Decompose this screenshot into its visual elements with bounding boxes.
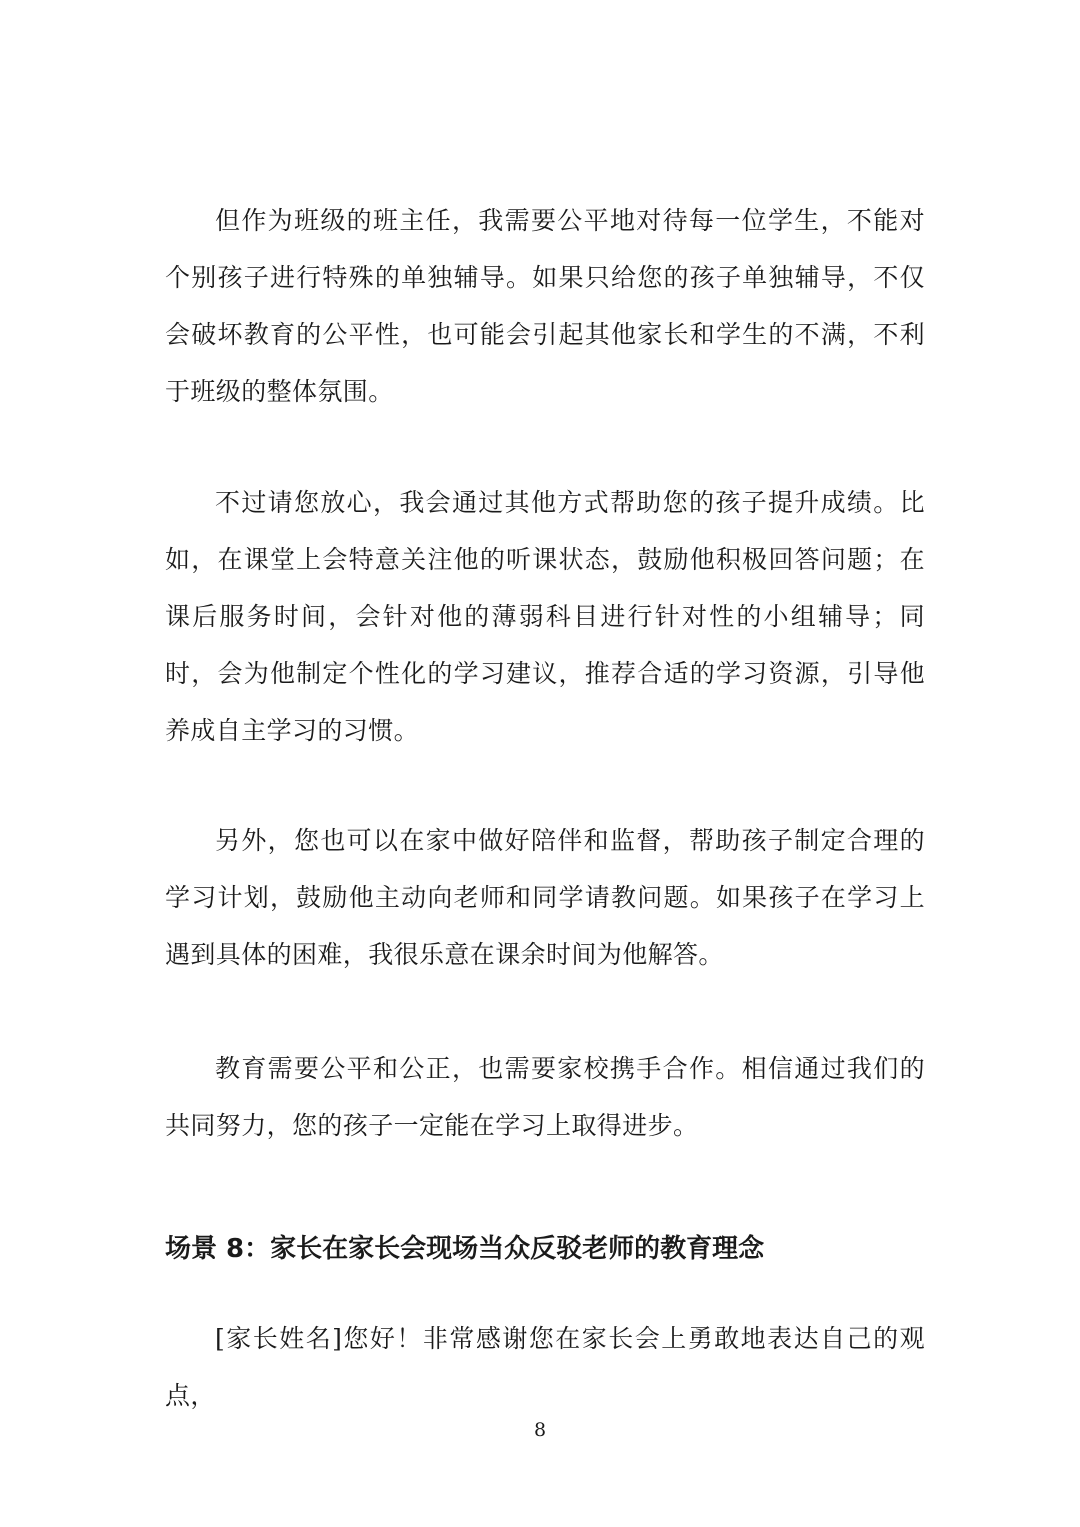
paragraph-home-support: 另外，您也可以在家中做好陪伴和监督，帮助孩子制定合理的学习计划，鼓励他主动向老师和同学请教问题。如果孩子在学习上遇到具体的困难，我很乐意在课余时间为他解答。 (165, 826, 925, 969)
paragraph-alternative-help: 不过请您放心，我会通过其他方式帮助您的孩子提升成绩。比如，在课堂上会特意关注他的听课状态，鼓励他积极回答问题；在课后服务时间，会针对他的薄弱科目进行针对性的小组辅导；同时，会为他制定个性化的学习建议，推荐合适的学习资源，引导他养成自主学习的习惯。 (165, 488, 925, 745)
paragraph-fairness: 但作为班级的班主任，我需要公平地对待每一位学生，不能对个别孩子进行特殊的单独辅导。如果只给您的孩子单独辅导，不仅会破坏教育的公平性，也可能会引起其他家长和学生的不满，不利于班级的整体氛围。 (165, 206, 925, 406)
paragraph-section-opening: [家长姓名]您好！非常感谢您在家长会上勇敢地表达自己的观点， (165, 1324, 925, 1410)
page-number: 8 (533, 1419, 547, 1441)
paragraph-conclusion: 教育需要公平和公正，也需要家校携手合作。相信通过我们的共同努力，您的孩子一定能在学习上取得进步。 (165, 1054, 925, 1140)
section-heading: 场景 8：家长在家长会现场当众反驳老师的教育理念 (165, 1234, 765, 1264)
